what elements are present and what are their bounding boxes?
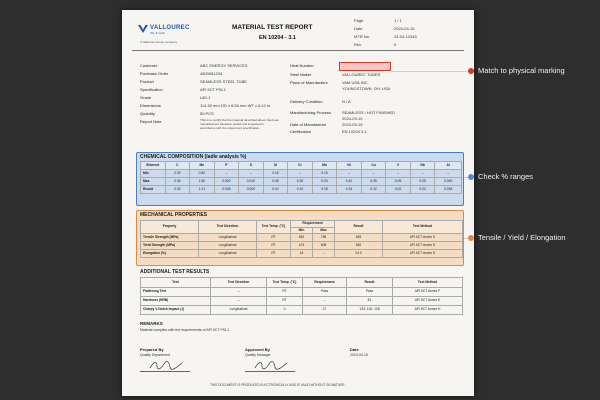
table-cell: Longitudinal (199, 242, 257, 250)
table-cell: 0.020 (214, 178, 239, 186)
callout-label: Check % ranges (478, 172, 534, 181)
table-cell: 0.80 (190, 170, 215, 178)
table-header: Test Direction (199, 221, 257, 234)
info-label: Manufacturing Process (290, 110, 331, 115)
table-cell: 0.30 (288, 178, 313, 186)
info-label: Place of Manufacture (290, 80, 328, 85)
remarks-title: REMARKS (140, 321, 163, 326)
table-cell: Pass (347, 288, 393, 297)
info-value: ABC ENERGY SERVICES (200, 63, 248, 68)
info-label: Customer (140, 63, 158, 68)
table-cell: 0.15 (312, 170, 337, 178)
table-cell: – (386, 170, 411, 178)
logo-tagline: A Vallourec Group company (140, 40, 178, 44)
info-label: Grade (140, 95, 152, 100)
callout-label: Tensile / Yield / Elongation (478, 233, 566, 242)
table-cell: 24.0 (335, 250, 383, 258)
table-header: S (239, 162, 264, 170)
table-cell: 27 (303, 306, 347, 315)
table-header: Test Method (393, 278, 463, 288)
table-cell: API 5CT Annex H (393, 306, 463, 315)
info-label: Quantity (140, 111, 155, 116)
meta-label: Date (354, 26, 363, 31)
table-row (141, 186, 462, 194)
info-label: Specification (140, 87, 163, 92)
table-cell: 0.15 (337, 186, 362, 194)
info-label: Certification (290, 129, 312, 134)
table-cell: Pass (303, 288, 347, 297)
table-cell: 0.24 (263, 186, 288, 194)
table-row (141, 178, 462, 186)
additional-table (140, 277, 463, 315)
table-header: Al (435, 162, 462, 170)
table-cell: – (214, 170, 239, 178)
info-label: Steel Maker (290, 72, 312, 77)
info-label: Report Note (140, 119, 162, 124)
table-cell: 0.010 (239, 178, 264, 186)
table-header: Ni (337, 162, 362, 170)
info-value: API 5CT PSL1 (200, 87, 226, 92)
table-cell: Hardness (HRB) (141, 297, 211, 306)
signature-label: Date (350, 347, 359, 352)
table-cell: 0.004 (239, 186, 264, 194)
table-cell: – (435, 170, 462, 178)
table-header: Requirement (291, 221, 335, 228)
info-label: Delivery Condition (290, 99, 323, 104)
signature-role: 2024-04-15 (350, 353, 368, 357)
table-cell: Longitudinal (199, 234, 257, 242)
table-cell: – (288, 170, 313, 178)
table-cell: 0.008 (214, 186, 239, 194)
info-value: 2024-03-10 (342, 116, 363, 121)
table-cell: – (303, 297, 347, 306)
meta-label: Rev. (354, 42, 362, 47)
table-cell: 0.05 (386, 178, 411, 186)
signature-line (140, 366, 190, 372)
table-cell: Yield Strength (MPa) (141, 242, 199, 250)
table-cell: 758 (313, 234, 335, 242)
table-header: Cr (288, 162, 313, 170)
info-value: SEAMLESS / HOT FINISHED (342, 110, 396, 115)
remarks-text: Material complies with the requirements of API 5CT PSL1. (140, 328, 231, 332)
table-header: C (165, 162, 190, 170)
table-cell: 0.45 (263, 178, 288, 186)
table-cell: RT (257, 234, 291, 242)
table-cell: RT (257, 242, 291, 250)
table-cell: 608 (313, 242, 335, 250)
table-cell: 0.028 (435, 186, 462, 194)
orange-marker-icon (468, 235, 474, 241)
table-row (141, 242, 463, 250)
table-cell: 18 (291, 250, 313, 258)
table-header: P (214, 162, 239, 170)
table-header: Test (141, 278, 211, 288)
table-cell: 0.15 (263, 170, 288, 178)
table-header: Result (347, 278, 393, 288)
info-value: 4500081234 (200, 71, 223, 76)
info-value: VALLOUREC TUBES (342, 72, 381, 77)
table-row (141, 170, 462, 178)
table-cell: 0.10 (288, 186, 313, 194)
table-cell: – (211, 297, 267, 306)
table-header: Si (263, 162, 288, 170)
table-cell: 81 (347, 297, 393, 306)
meta-value: 1 / 1 (394, 18, 402, 23)
meta-label: MTR No. (354, 34, 370, 39)
meta-value: 0 (394, 42, 397, 47)
table-cell: – (239, 170, 264, 178)
table-cell: – (361, 170, 386, 178)
meta-value: 2024-04-15 (394, 26, 415, 31)
table-cell: 0.25 (165, 170, 190, 178)
table-cell: – (337, 170, 362, 178)
table-cell: 0 (267, 306, 303, 315)
table-header: Property (141, 221, 199, 234)
table-cell: RT (267, 288, 303, 297)
callout-label: Match to physical marking (478, 66, 565, 75)
signature-role: Quality Department (140, 353, 171, 357)
chemical-table (140, 161, 462, 194)
table-header: Test Temp. (°C) (267, 278, 303, 288)
table-cell: 474 (291, 242, 313, 250)
table-cell: 0.18 (312, 186, 337, 194)
report-standard: EN 10204 - 3.1 (259, 35, 296, 41)
table-cell: Tensile Strength (MPa) (141, 234, 199, 242)
table-cell: 552 (335, 242, 383, 250)
table-cell: API 5CT Annex E (383, 250, 463, 258)
header-divider (132, 50, 464, 51)
info-label: Dimensions (140, 103, 161, 108)
table-header: Mo (312, 162, 337, 170)
table-header: Requirement (303, 278, 347, 288)
table-cell: RT (257, 250, 291, 258)
info-value: L80-1 (200, 95, 211, 100)
logo-name: VALLOUREC (150, 25, 190, 31)
table-row (141, 306, 463, 315)
table-cell: API 5CT Annex E (383, 234, 463, 242)
report-title: MATERIAL TEST REPORT (232, 24, 313, 31)
table-cell: Min (141, 170, 166, 178)
callout-line (391, 71, 468, 72)
table-cell: Max (141, 178, 166, 186)
table-cell: 0.040 (435, 178, 462, 186)
table-cell: 0.05 (410, 178, 435, 186)
table-cell: Charpy V-Notch Impact (J) (141, 306, 211, 315)
info-label: Product (140, 79, 154, 84)
info-value: 114.30 mm OD x 8.56 mm WT x 6.10 m (200, 103, 271, 108)
info-value: YOUNGSTOWN, OH, USA (342, 86, 391, 91)
table-cell: 0.40 (337, 178, 362, 186)
table-header: Nb (410, 162, 435, 170)
signature-label: Prepared By (140, 347, 164, 352)
table-cell: 1.21 (190, 186, 215, 194)
info-label: Heat Number (290, 63, 314, 68)
table-cell: Flattening Test (141, 288, 211, 297)
info-value: VAM USA INC. (342, 80, 369, 85)
mechanical-title: MECHANICAL PROPERTIES (140, 212, 208, 218)
table-cell: – (410, 170, 435, 178)
table-cell: API 5CT Annex E (393, 297, 463, 306)
table-subheader: Min (291, 228, 313, 234)
table-cell: 0.02 (386, 186, 411, 194)
table-cell: Result (141, 186, 166, 194)
red-marker-icon (468, 68, 474, 74)
table-header: Result (335, 221, 383, 234)
table-cell: 133, 120, 128 (347, 306, 393, 315)
info-value: 2024-03-15 (342, 122, 363, 127)
signature-label: Approved By (245, 347, 270, 352)
heat-number-highlight (339, 62, 391, 71)
table-subheader: Max (313, 228, 335, 234)
table-cell: 0.32 (165, 186, 190, 194)
blue-marker-icon (468, 174, 474, 180)
table-cell: – (211, 288, 267, 297)
info-value: 50 PCS (200, 111, 214, 116)
table-cell: API 5CT Annex E (383, 242, 463, 250)
table-header: Mn (190, 162, 215, 170)
report-note: This is to certify that the material described above has been manufactured, sampled, tested and inspected in accordance with the referenced specification. (200, 118, 280, 130)
table-cell: 0.36 (165, 178, 190, 186)
vallourec-logo-icon (138, 24, 148, 34)
table-header: Element (141, 162, 166, 170)
table-row (141, 250, 463, 258)
table-cell: – (313, 250, 335, 258)
info-label: Date of Manufacture (290, 122, 327, 127)
table-header: Test Method (383, 221, 463, 234)
table-header: Test Direction (211, 278, 267, 288)
table-header: V (386, 162, 411, 170)
table-cell: 0.20 (312, 178, 337, 186)
chemical-title: CHEMICAL COMPOSITION (ladle analysis %) (140, 154, 247, 160)
table-cell: API 5CT Annex F (393, 288, 463, 297)
info-label: Purchase Order (140, 71, 169, 76)
table-row (141, 297, 463, 306)
additional-title: ADDITIONAL TEST RESULTS (140, 269, 210, 275)
table-row (141, 288, 463, 297)
table-cell: 1.50 (190, 178, 215, 186)
table-header: Cu (361, 162, 386, 170)
info-value: EN 10204 3.1 (342, 129, 367, 134)
meta-value: 24-04-12345 (394, 34, 417, 39)
table-header: Test Temp. (°C) (257, 221, 291, 234)
table-cell: Longitudinal (211, 306, 267, 315)
info-value: SEAMLESS STEEL TUBE (200, 79, 247, 84)
table-cell: 552 (291, 234, 313, 242)
table-cell: 0.02 (410, 186, 435, 194)
table-cell: Longitudinal (199, 250, 257, 258)
table-cell: 0.25 (361, 178, 386, 186)
meta-label: Page (354, 18, 364, 23)
info-value: N / A (342, 99, 351, 104)
signature-role: Quality Manager (245, 353, 271, 357)
table-row (141, 234, 463, 242)
table-cell: RT (267, 297, 303, 306)
table-cell: 0.12 (361, 186, 386, 194)
signature-line (245, 366, 295, 372)
mechanical-table (140, 220, 463, 258)
logo-sub: OIL & GAS (150, 31, 165, 35)
footer-note: THIS DOCUMENT IS PRODUCED ELECTRONICALLY AND IS VALID WITHOUT SIGNATURE. (210, 383, 346, 387)
table-cell: Elongation (%) (141, 250, 199, 258)
table-cell: 653 (335, 234, 383, 242)
